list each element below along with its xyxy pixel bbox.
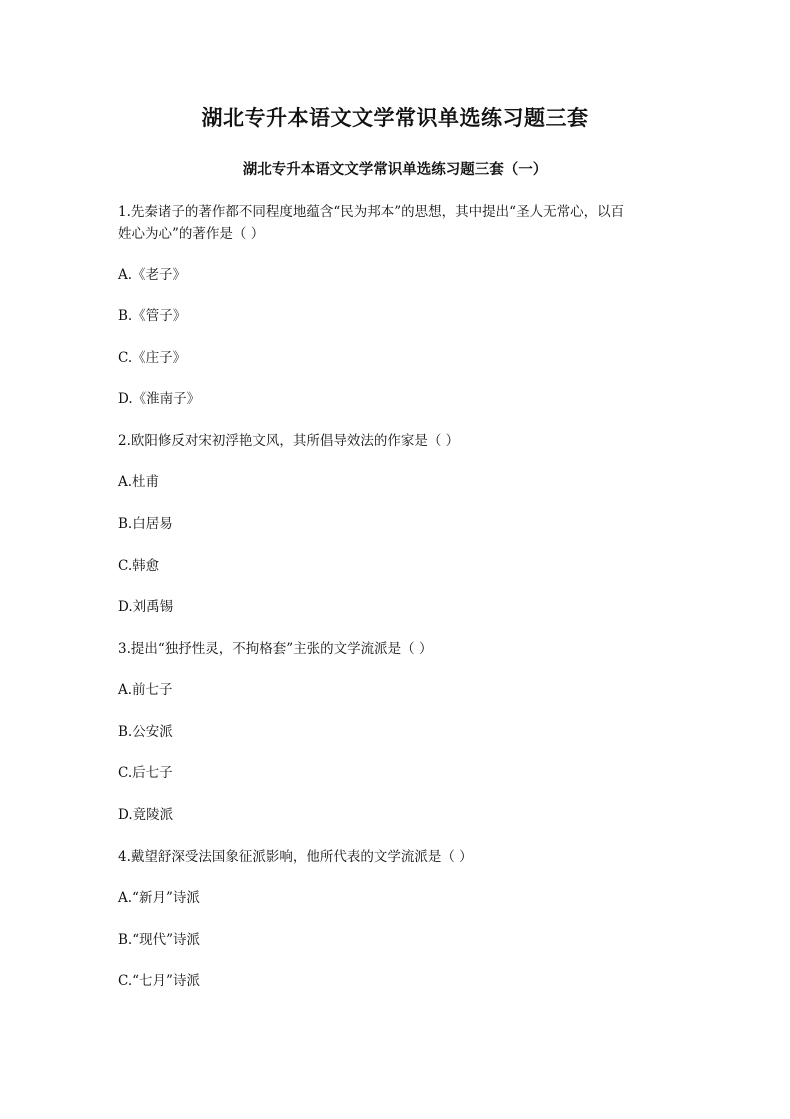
question-3-stem: 3.提出“独抒性灵，不拘格套”主张的文学流派是（ ） (118, 641, 433, 657)
question-3-option-c: C.后七子 (118, 765, 173, 781)
question-1-option-c: C.《庄子》 (118, 350, 187, 366)
question-1-option-d: D.《淮南子》 (118, 391, 201, 407)
document-title: 湖北专升本语文文学常识单选练习题三套 (201, 105, 589, 130)
question-4-option-a: A.“新月”诗派 (118, 890, 200, 906)
question-2-option-c: C.韩愈 (118, 558, 160, 574)
question-4-option-b: B.“现代”诗派 (118, 932, 201, 948)
question-2-option-b: B.白居易 (118, 516, 173, 532)
section-title: 湖北专升本语文文学常识单选练习题三套（一） (242, 161, 548, 178)
question-4-option-c: C.“七月”诗派 (118, 973, 200, 989)
question-1-option-a: A.《老子》 (118, 267, 187, 283)
question-3-option-a: A.前七子 (118, 682, 173, 698)
question-3-option-d: D.竟陵派 (118, 807, 174, 823)
question-2-stem: 2.欧阳修反对宋初浮艳文风，其所倡导效法的作家是（ ） (118, 433, 460, 449)
question-1-stem-line-2: 姓心为心”的著作是（ ） (118, 226, 265, 242)
question-1-option-b: B.《管子》 (118, 308, 187, 324)
question-3-option-b: B.公安派 (118, 724, 173, 740)
question-2-option-d: D.刘禹锡 (118, 599, 174, 615)
question-4-stem: 4.戴望舒深受法国象征派影响，他所代表的文学流派是（ ） (118, 849, 473, 865)
question-1-stem-line-1: 1.先秦诸子的著作都不同程度地蕴含“民为邦本”的思想，其中提出“圣人无常心，以百 (118, 204, 625, 220)
question-2-option-a: A.杜甫 (118, 474, 160, 490)
